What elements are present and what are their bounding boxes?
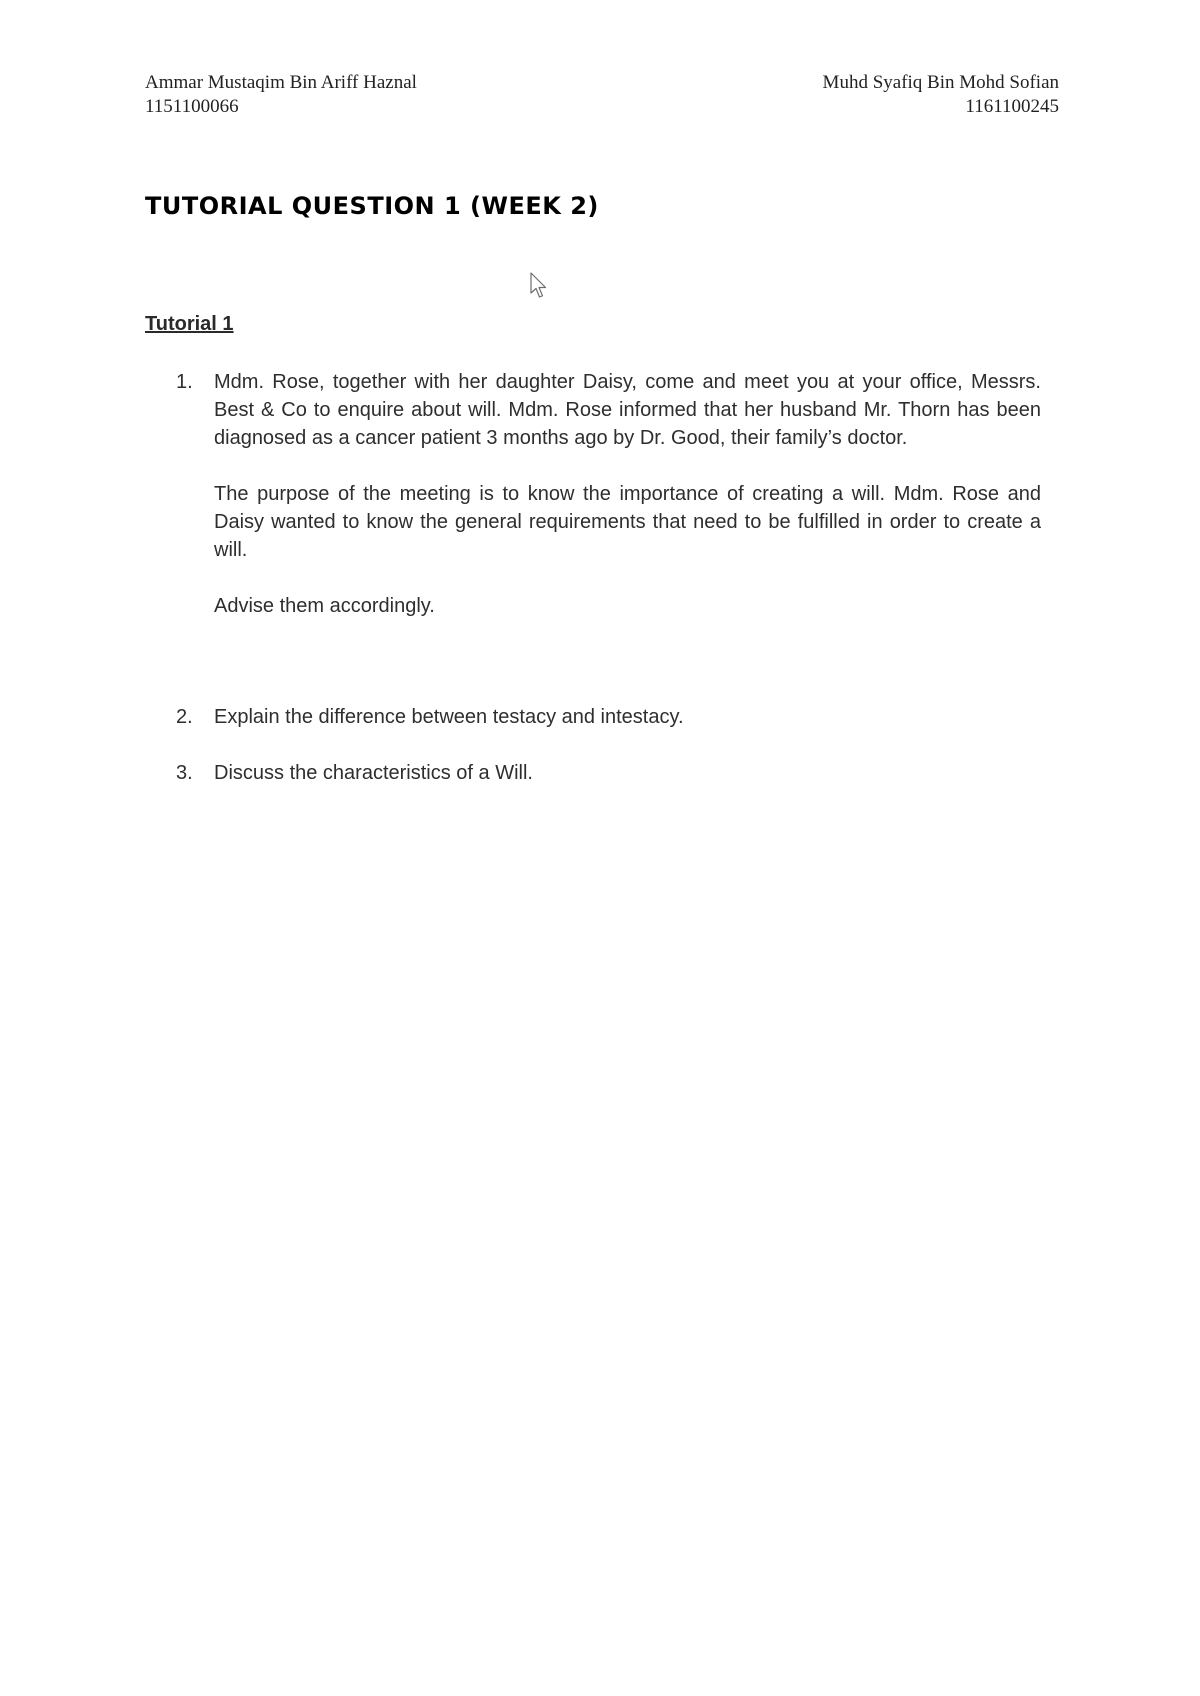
author-left-id: 1151100066 xyxy=(145,96,239,117)
question-paragraph: Discuss the characteristics of a Will. xyxy=(214,762,533,784)
question-paragraph: Explain the difference between testacy and intestacy. xyxy=(214,706,684,728)
question-body xyxy=(214,759,1041,787)
question-paragraph: Mdm. Rose, together with her daughter Daisy, come and meet you at your office, Messrs. Best & Co to enquire about will. Mdm. Rose informed that her husband Mr. Thorn has been diagnosed as a cancer patient 3 months ago by Dr. Good, their family’s doctor. xyxy=(214,371,1041,449)
author-right xyxy=(823,71,1059,119)
question-body xyxy=(214,703,1041,731)
author-right-id: 1161100245 xyxy=(965,96,1059,117)
question-number: 2. xyxy=(176,706,193,728)
question-paragraph: Advise them accordingly. xyxy=(214,595,435,617)
question-item-1 xyxy=(176,368,1041,620)
question-item-2 xyxy=(176,703,1041,731)
author-left-name: Ammar Mustaqim Bin Ariff Haznal xyxy=(145,72,417,93)
page-title: TUTORIAL QUESTION 1 (WEEK 2) xyxy=(145,192,599,220)
mouse-pointer-icon xyxy=(529,272,549,300)
question-paragraph: The purpose of the meeting is to know the importance of creating a will. Mdm. Rose and Daisy wanted to know the general requirements that need to be fulfilled in order to create a will. xyxy=(214,483,1041,561)
author-left xyxy=(145,71,417,119)
question-number: 1. xyxy=(176,371,193,393)
author-right-name: Muhd Syafiq Bin Mohd Sofian xyxy=(822,72,1059,93)
question-item-3 xyxy=(176,759,1041,787)
section-heading: Tutorial 1 xyxy=(145,313,234,335)
question-number: 3. xyxy=(176,762,193,784)
question-body xyxy=(214,368,1041,620)
